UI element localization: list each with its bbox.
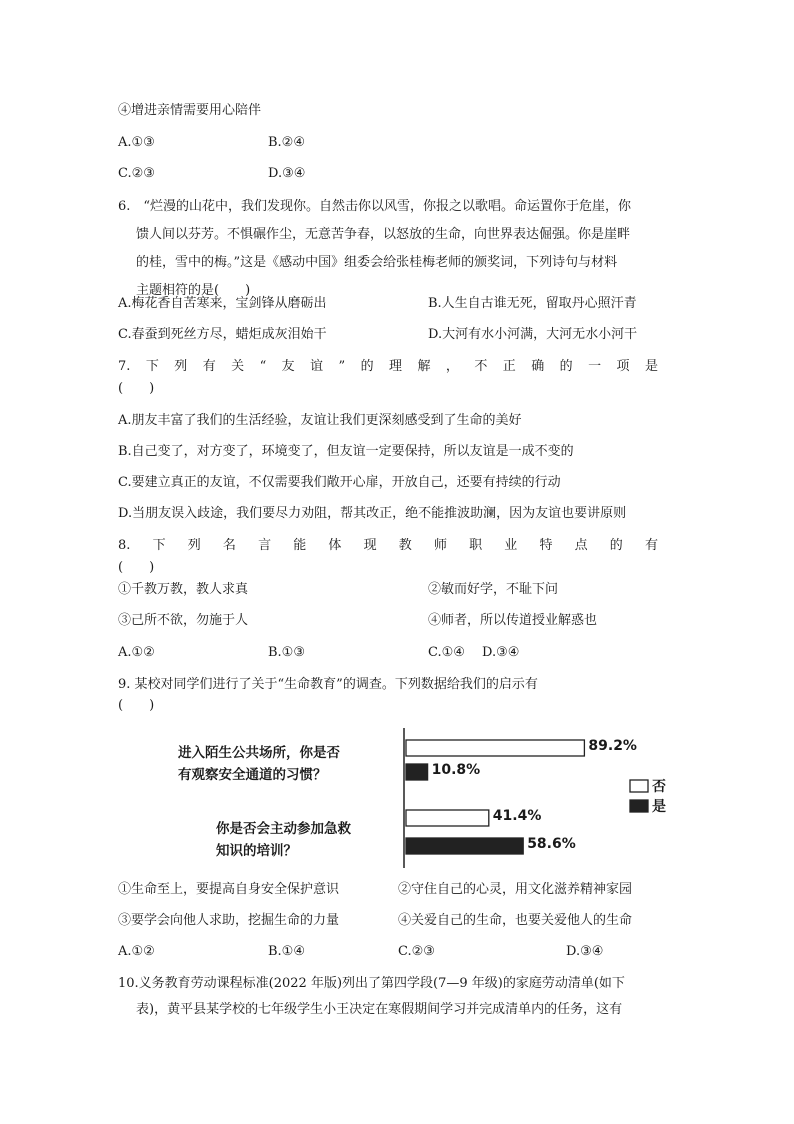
q6-option-b: B.人生自古谁无死，留取丹心照汗青 <box>428 296 637 311</box>
q6-option-a: A.梅花香自苦寒来，宝剑锋从磨砺出 <box>118 296 327 311</box>
q9-item-2: ②守住自己的心灵，用文化滋养精神家园 <box>398 882 633 897</box>
bar-yes-2 <box>406 838 523 854</box>
category-label-1-line-1: 进入陌生公共场所，你是否 <box>178 745 340 761</box>
bar-no-2 <box>406 810 489 826</box>
legend-swatch-no <box>630 780 648 792</box>
q9-stem: 9. 某校对同学们进行了关于“生命教育”的调查。下列数据给我们的启示有 <box>118 677 538 692</box>
legend-label-no: 否 <box>652 779 666 795</box>
category-label-1-line-2: 有观察安全通道的习惯？ <box>178 767 327 783</box>
q7-option-c: C.要建立真正的友谊，不仅需要我们敞开心扉，开放自己，还要有持续的行动 <box>118 475 561 490</box>
q7-option-a: A.朋友丰富了我们的生活经验，友谊让我们更深刻感受到了生命的美好 <box>118 413 522 428</box>
legend-swatch-yes <box>630 800 648 812</box>
q7-stem: 7. 下 列 有 关 “ 友 谊 ” 的 理 解 ， 不 正 确 的 一 项 是 <box>118 359 658 374</box>
q8-item-2: ②敏而好学，不耻下问 <box>428 582 559 597</box>
q8-option-d: D.③④ <box>482 645 520 660</box>
q10-stem-line-1: 10.义务教育劳动课程标准(2022 年版)列出了第四学段(7—9 年级)的家庭劳动清单(如下 <box>118 976 625 991</box>
q8-option-b: B.①③ <box>268 645 305 660</box>
q10-stem-line-2: 表)，黄平县某学校的七年级学生小王决定在寒假期间学习并完成清单内的任务，这有 <box>136 1002 623 1017</box>
q9-option-d: D.③④ <box>566 944 604 959</box>
q6-stem-line-2: 馈人间以芬芳。不惧碾作尘，无意苦争春，以怒放的生命，向世界表达倔强。你是崖畔 <box>136 227 631 242</box>
q6-stem-line-4: 主题相符的是( ) <box>136 283 251 298</box>
q6-stem-line-3: 的桂，雪中的梅。”这是《感动中国》组委会给张桂梅老师的颁奖词，下列诗句与材料 <box>136 255 618 270</box>
survey-bar-chart <box>168 722 700 872</box>
q8-item-4: ④师者，所以传道授业解惑也 <box>428 613 598 628</box>
q6-option-c: C.春蚕到死丝方尽，蜡炬成灰泪始干 <box>118 327 327 342</box>
q9-item-3: ③要学会向他人求助，挖掘生命的力量 <box>118 913 340 928</box>
q9-option-a: A.①② <box>118 944 155 959</box>
category-label-2-line-2: 知识的培训？ <box>216 843 297 859</box>
q8-item-3: ③己所不欲，勿施于人 <box>118 613 249 628</box>
q6-option-d: D.大河有水小河满，大河无水小河干 <box>428 327 638 342</box>
q8-item-1: ①千教万教，教人求真 <box>118 582 249 597</box>
q8-option-a: A.①② <box>118 645 155 660</box>
q7-option-b: B.自己变了，对方变了，环境变了，但友谊一定要保持，所以友谊是一成不变的 <box>118 444 574 459</box>
value-label-no-1: 89.2% <box>588 738 637 754</box>
q9-item-1: ①生命至上，要提高自身安全保护意识 <box>118 882 340 897</box>
bar-no-1 <box>406 740 584 756</box>
q5-option-a: A.①③ <box>118 135 155 150</box>
q8-option-c: C.①④ <box>428 645 465 660</box>
category-label-2-line-1: 你是否会主动参加急救 <box>216 821 351 837</box>
bar-yes-1 <box>406 764 428 780</box>
value-label-yes-1: 10.8% <box>431 762 481 778</box>
q6-stem-line-1: 6. “烂漫的山花中，我们发现你。自然击你以风雪，你报之以歌唱。命运置你于危崖，你 <box>118 199 632 214</box>
q8-stem: 8. 下 列 名 言 能 体 现 教 师 职 业 特 点 的 有 <box>118 538 658 553</box>
q9-option-c: C.②③ <box>398 944 435 959</box>
q5-option-d: D.③④ <box>268 166 306 181</box>
q9-answer-paren: ( ) <box>118 698 155 713</box>
value-label-yes-2: 58.6% <box>527 836 576 852</box>
q5-item-4: ④增进亲情需要用心陪伴 <box>118 103 262 118</box>
q7-option-d: D.当朋友误入歧途，我们要尽力劝阻，帮其改正，绝不能推波助澜，因为友谊也要讲原则 <box>118 506 627 521</box>
q5-option-c: C.②③ <box>118 166 155 181</box>
legend-label-yes: 是 <box>652 799 666 815</box>
q9-item-4: ④关爱自己的生命，也要关爱他人的生命 <box>398 913 633 928</box>
q5-option-b: B.②④ <box>268 135 305 150</box>
q9-option-b: B.①④ <box>268 944 305 959</box>
q8-answer-paren: ( ) <box>118 560 155 575</box>
value-label-no-2: 41.4% <box>492 808 542 824</box>
q7-answer-paren: ( ) <box>118 381 155 396</box>
